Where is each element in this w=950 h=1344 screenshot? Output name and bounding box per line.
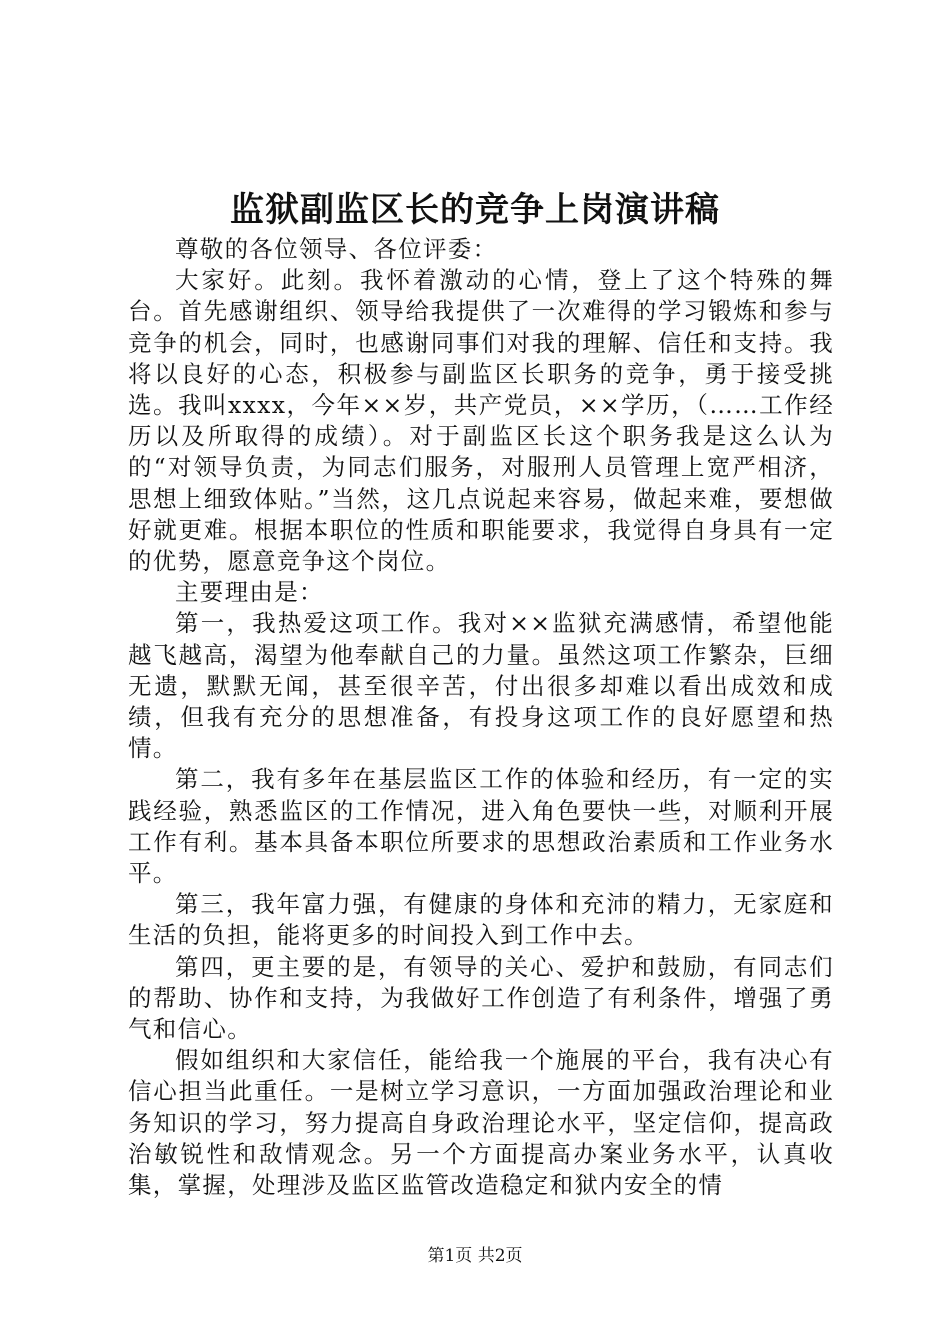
page-number-footer: 第1页 共2页	[427, 1246, 523, 1266]
paragraph-reasons-heading: 主要理由是：	[175, 578, 324, 607]
paragraph-reason-1: 第一，我热爱这项工作。我对××监狱充满感情，希望他能越飞越高，渴望为他奉献自己的力量。虽然这项工作繁杂，巨细无遗，默默无闻，甚至很辛苦，付出很多却难以看出成效和成绩，但我有充分的思想准备，有投身这项工作的良好愿望和热情。	[128, 609, 834, 763]
paragraph-commitment: 假如组织和大家信任，能给我一个施展的平台，我有决心有信心担当此重任。一是树立学习意识，一方面加强政治理论和业务知识的学习，努力提高自身政治理论水平，坚定信仰，提高政治敏锐性和敌情观念。另一个方面提高办案业务水平，认真收集，掌握，处理涉及监区监管改造稳定和狱内安全的情	[128, 1046, 834, 1200]
paragraph-salutation: 尊敬的各位领导、各位评委：	[175, 235, 498, 263]
paragraph-reason-3: 第三，我年富力强，有健康的身体和充沛的精力，无家庭和生活的负担，能将更多的时间投入到工作中去。	[128, 890, 834, 950]
paragraph-reason-4: 第四，更主要的是，有领导的关心、爱护和鼓励，有同志们的帮助、协作和支持，为我做好工作创造了有利条件，增强了勇气和信心。	[128, 952, 834, 1044]
paragraph-introduction: 大家好。此刻。我怀着激动的心情，登上了这个特殊的舞台。首先感谢组织、领导给我提供了一次难得的学习锻炼和参与竞争的机会，同时，也感谢同事们对我的理解、信任和支持。我将以良好的心态，积极参与副监区长职务的竞争，勇于接受挑选。我叫xxxx，今年××岁，共产党员，××学历，（……工作经历以及所取得的成绩）。对于副监区长这个职务我是这么认为的“对领导负责，为同志们服务，对服刑人员管理上宽严相济，思想上细致体贴。”当然，这几点说起来容易，做起来难，要想做好就更难。根据本职位的性质和职能要求，我觉得自身具有一定的优势，愿意竞争这个岗位。	[128, 266, 834, 576]
document-body	[128, 234, 834, 1201]
document-title: 监狱副监区长的竞争上岗演讲稿	[230, 190, 720, 230]
paragraph-reason-2: 第二，我有多年在基层监区工作的体验和经历，有一定的实践经验，熟悉监区的工作情况，进入角色要快一些，对顺利开展工作有利。基本具备本职位所要求的思想政治素质和工作业务水平。	[128, 765, 834, 888]
